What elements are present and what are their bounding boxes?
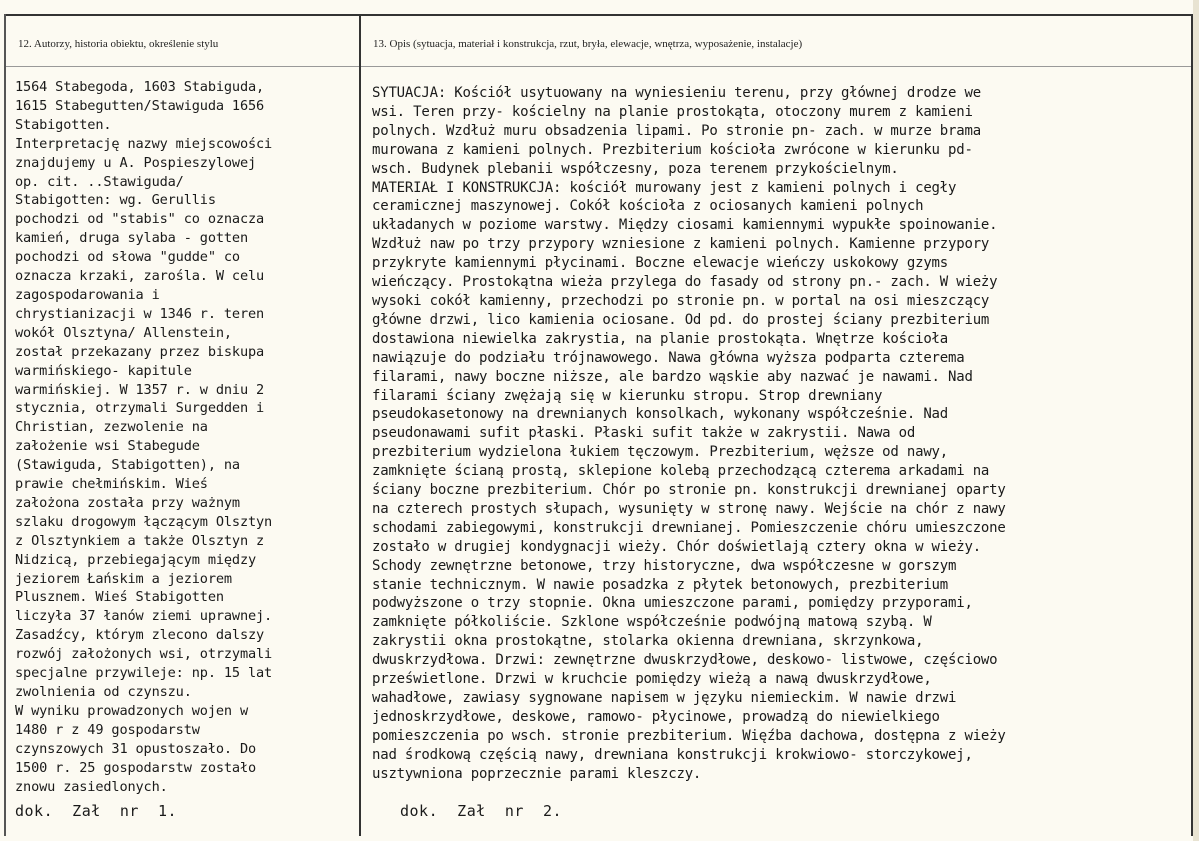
right-header-rule — [361, 66, 1191, 67]
left-header-rule — [6, 66, 359, 67]
right-attachment-reference: dok. Zał nr 2. — [400, 802, 563, 820]
column-divider — [359, 14, 361, 836]
paper-edge — [1193, 0, 1199, 841]
history-text: 1564 Stabegoda, 1603 Stabiguda, 1615 Stabegutten/Stawiguda 1656 Stabigotten. Interpretację nazwy miejscowości znajdujemy u A. Pospieszylowej op. cit. ..Stawiguda/ Stabigotten: wg. Gerullis pochodzi od "stabis" co oznacza kamień, druga sylaba - gotten pochodzi od słowa "gudde" co oznacza krzaki, zarośla. W celu zagospodarowania i chrystianizacji w 1346 r. teren wokół Olsztyna/ Allenstein, został przekazany przez biskupa warmińskiego- kapitule warmińskiej. W 1357 r. w dniu 2 stycznia, otrzymali Surgedden i Christian, zezwolenie na założenie wsi Stabegude (Stawiguda, Stabigotten), na prawie chełmińskim. Wieś założona została przy ważnym szlaku drogowym łączącym Olsztyn z Olsztynkiem a także Olsztyn z Nidzicą, przebiegającym między jeziorem Łańskim a jeziorem Plusznem. Wieś Stabigotten liczyła 37 łanów ziemi uprawnej. Zasadźcy, którym zlecono dalszy rozwój założonych wsi, otrzymali specjalne przywileje: np. 15 lat zwolnienia od czynszu. W wyniku prowadzonych wojen w 1480 r z 49 gospodarstw czynszowych 31 opustoszało. Do 1500 r. 25 gospodarstw zostało znowu zasiedlonych. — [15, 79, 273, 795]
right-column-heading: 13. Opis (sytuacja, materiał i konstrukcja, rzut, bryła, elewacje, wnętrza, wyposażenie, instalacje) — [373, 38, 803, 50]
left-column-heading: 12. Autorzy, historia obiektu, określenie stylu — [18, 38, 219, 50]
left-attachment-reference: dok. Zał nr 1. — [15, 802, 178, 820]
left-border — [4, 14, 6, 836]
top-border — [4, 14, 1191, 16]
description-text: SYTUACJA: Kościół usytuowany na wyniesieniu terenu, przy głównej drodze we wsi. Teren przy- kościelny na planie prostokąta, otoczony murem z kamieni polnych. Wzdłuż muru obsadzenia lipami. Po stronie pn- zach. w murze brama murowana z kamieni polnych. Prezbiterium kościoła zwrócone w kierunku pd- wsch. Budynek plebanii współczesny, poza terenem przykościelnym. MATERIAŁ I KONSTRUKCJA: kościół murowany jest z kamieni polnych i cegły ceramicznej maszynowej. Cokół kościoła z ociosanych kamieni polnych układanych w poziome warstwy. Między ciosami kamiennymi wypukłe spoinowanie. Wzdłuż naw po trzy przypory wzniesione z kamieni polnych. Kamienne przypory przykryte kamiennymi płycinami. Boczne elewacje wieńczy uskokowy gzyms wieńczący. Prostokątna wieża przylega do fasady od strony pn.- zach. W wieży wysoki cokół kamienny, przechodzi po stronie pn. w portal na osi mieszczący główne drzwi, lico kamienia ociosane. Od pd. do prostej ściany prezbiterium dostawiona niewielka zakrystia, na planie prostokąta. Wnętrze kościoła nawiązuje do podziału trójnawowego. Nawa główna wyższa podparta czterema filarami, nawy boczne niższe, ale bardzo wąskie aby nazwać je nawami. Nad filarami ściany zwężają się w kierunku stropu. Strop drewniany pseudokasetonowy na drewnianych konsolkach, wykonany współcześnie. Nad pseudonawami sufit płaski. Płaski sufit także w zakrystii. Nawa od prezbiterium wydzielona łukiem tęczowym. Prezbiterium, węższe od nawy, zamknięte ścianą prostą, sklepione kolebą przechodzącą czterema arkadami na ściany boczne prezbiterium. Chór po stronie pn. konstrukcji drewnianej oparty na czterech prostych słupach, wysunięty w stronę nawy. Wejście na chór z nawy schodami zabiegowymi, konstrukcji drewnianej. Pomieszczenie chóru umieszczone zostało w drugiej kondygnacji wieży. Chór doświetlają cztery okna w wieży. Schody zewnętrzne betonowe, trzy historyczne, dwa współczesne w gorszym stanie technicznym. W nawie posadzka z płytek betonowych, prezbiterium podwyższone o trzy stopnie. Okna umieszczone parami, pomiędzy przyporami, zamknięte półkoliście. Szklone współcześnie podwójną matową szybą. W zakrystii okna prostokątne, stolarka okienna drewniana, skrzynkowa, dwuskrzydłowa. Drzwi: zewnętrzne dwuskrzydłowe, deskowo- listwowe, częściowo prześwietlone. Drzwi w kruchcie pomiędzy wieżą a nawą dwuskrzydłowe, wahadłowe, zawiasy sygnowane napisem w języku niemieckim. W nawie drzwi jednoskrzydłowe, deskowe, ramowo- płycinowe, prowadzą do niewielkiego pomieszczenia po wsch. stronie prezbiterium. Więźba dachowa, dostępna z wieży nad środkową częścią nawy, drewniana konstrukcji krokwiowo- storczykowej, usztywniona poprzecznie parami kleszczy. — [372, 85, 1006, 782]
